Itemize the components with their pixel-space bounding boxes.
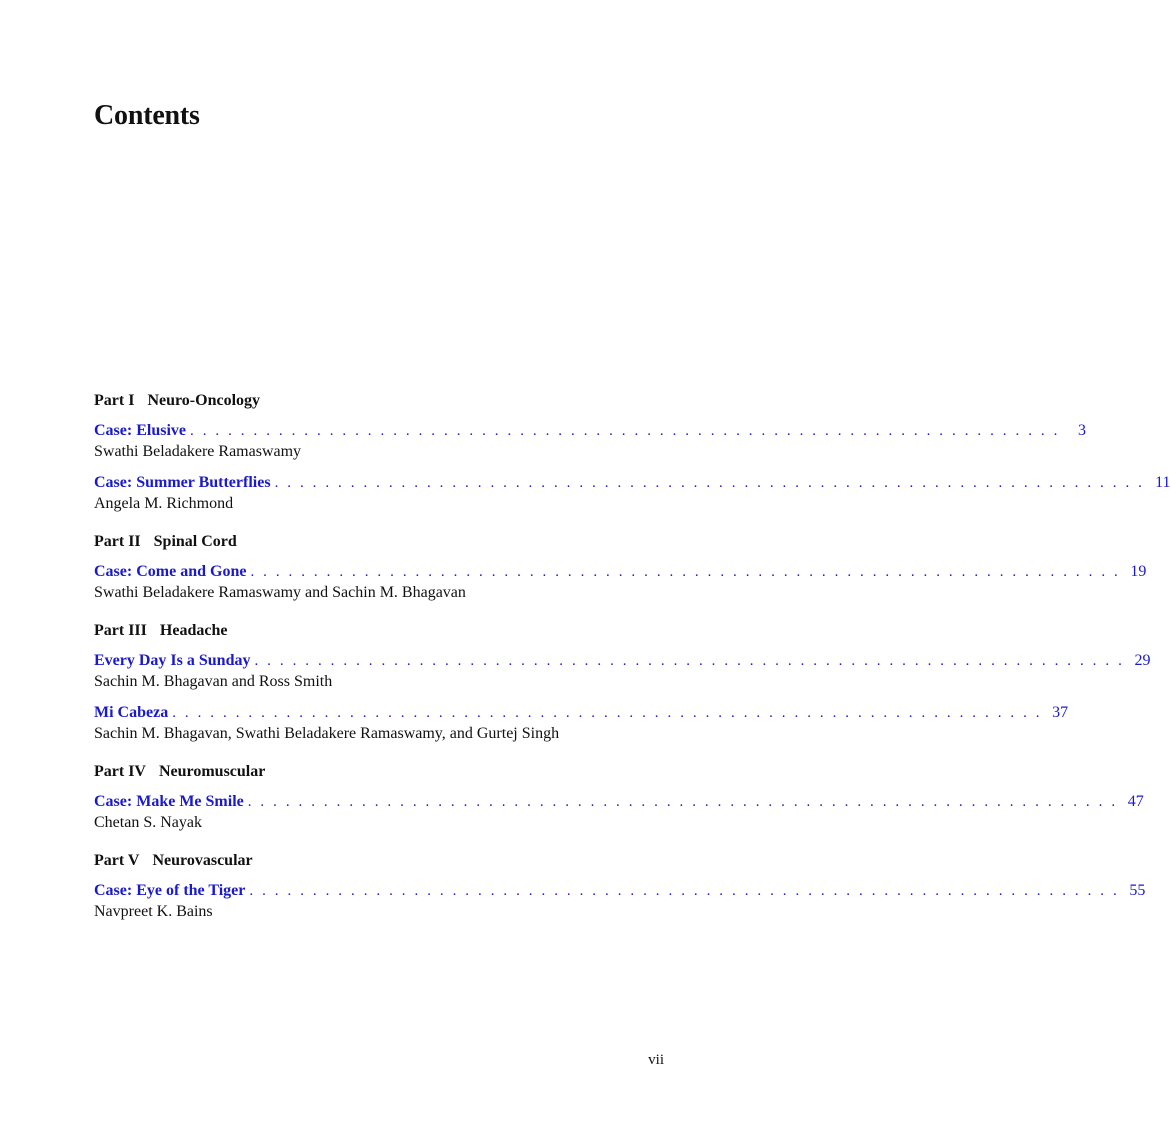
toc-page-number[interactable]: 29	[1134, 652, 1151, 669]
toc-entry-link[interactable]: Every Day Is a Sunday	[94, 652, 251, 669]
toc-entry	[94, 702, 1069, 744]
table-of-contents	[94, 390, 1171, 939]
part-heading	[94, 620, 664, 642]
part-heading	[94, 390, 664, 412]
toc-authors: Chetan S. Nayak	[94, 814, 202, 831]
toc-part	[94, 620, 1151, 744]
toc-part	[94, 531, 1147, 603]
dot-leader: . . . . . . . . . . . . . . . . . . . . . . . . . . . . . . . . . . . . . . . . . . . . . . . . . . . . . . . . . . . . . . . . . . . . .	[247, 794, 1118, 810]
part-title: Headache	[159, 622, 228, 639]
dot-leader: . . . . . . . . . . . . . . . . . . . . . . . . . . . . . . . . . . . . . . . . . . . . . . . . . . . . . . . . . . . . . . . . . . . . .	[274, 475, 1145, 491]
part-title: Neurovascular	[152, 852, 253, 869]
dot-leader: . . . . . . . . . . . . . . . . . . . . . . . . . . . . . . . . . . . . . . . . . . . . . . . . . . . . . . . . . . . . . . . . . . . . .	[254, 653, 1125, 669]
part-heading	[94, 761, 664, 783]
dot-leader: . . . . . . . . . . . . . . . . . . . . . . . . . . . . . . . . . . . . . . . . . . . . . . . . . . . . . . . . . . . . . . . . . . . . .	[249, 883, 1120, 899]
part-number: Part IV	[94, 763, 146, 780]
toc-entry-link[interactable]: Case: Elusive	[94, 422, 186, 439]
dot-leader: . . . . . . . . . . . . . . . . . . . . . . . . . . . . . . . . . . . . . . . . . . . . . . . . . . . . . . . . . . . . . . . . . . . . .	[250, 564, 1121, 580]
toc-entry	[94, 561, 1147, 603]
part-heading	[94, 531, 664, 553]
toc-authors: Sachin M. Bhagavan and Ross Smith	[94, 673, 333, 690]
toc-page-number[interactable]: 3	[1077, 422, 1086, 439]
toc-entry	[94, 650, 1151, 692]
toc-authors: Swathi Beladakere Ramaswamy	[94, 443, 302, 460]
toc-page-number[interactable]: 47	[1127, 793, 1144, 810]
dot-leader: . . . . . . . . . . . . . . . . . . . . . . . . . . . . . . . . . . . . . . . . . . . . . . . . . . . . . . . . . . . . . . . . . . . . .	[190, 423, 1060, 439]
toc-authors: Navpreet K. Bains	[94, 903, 213, 920]
part-number: Part I	[94, 392, 135, 409]
page-title: Contents	[94, 100, 200, 131]
toc-authors: Swathi Beladakere Ramaswamy and Sachin M. Bhagavan	[94, 584, 466, 601]
part-number: Part II	[94, 533, 141, 550]
toc-part	[94, 390, 1171, 514]
toc-authors: Sachin M. Bhagavan, Swathi Beladakere Ramaswamy, and Gurtej Singh	[94, 725, 560, 742]
part-heading	[94, 850, 664, 872]
part-title: Spinal Cord	[153, 533, 237, 550]
toc-page-number[interactable]: 37	[1052, 704, 1069, 721]
part-number: Part V	[94, 852, 140, 869]
toc-entry	[94, 880, 1146, 922]
part-title: Neuro-Oncology	[147, 392, 261, 409]
toc-entry	[94, 420, 1086, 462]
part-number: Part III	[94, 622, 147, 639]
dot-leader: . . . . . . . . . . . . . . . . . . . . . . . . . . . . . . . . . . . . . . . . . . . . . . . . . . . . . . . . . . . . . . . . . . . . .	[172, 705, 1043, 721]
toc-entry	[94, 472, 1171, 514]
toc-part	[94, 761, 1144, 833]
toc-entry-link[interactable]: Case: Come and Gone	[94, 563, 247, 580]
toc-entry-link[interactable]: Mi Cabeza	[94, 704, 169, 721]
toc-page-number[interactable]: 19	[1130, 563, 1147, 580]
toc-authors: Angela M. Richmond	[94, 495, 234, 512]
part-title: Neuromuscular	[158, 763, 266, 780]
page-folio: vii	[648, 1052, 664, 1068]
toc-part	[94, 850, 1146, 922]
toc-entry-link[interactable]: Case: Eye of the Tiger	[94, 882, 246, 899]
toc-page-number[interactable]: 55	[1129, 882, 1146, 899]
toc-entry-link[interactable]: Case: Make Me Smile	[94, 793, 244, 810]
toc-entry-link[interactable]: Case: Summer Butterflies	[94, 474, 271, 491]
toc-page-number[interactable]: 11	[1155, 474, 1171, 491]
toc-entry	[94, 791, 1144, 833]
